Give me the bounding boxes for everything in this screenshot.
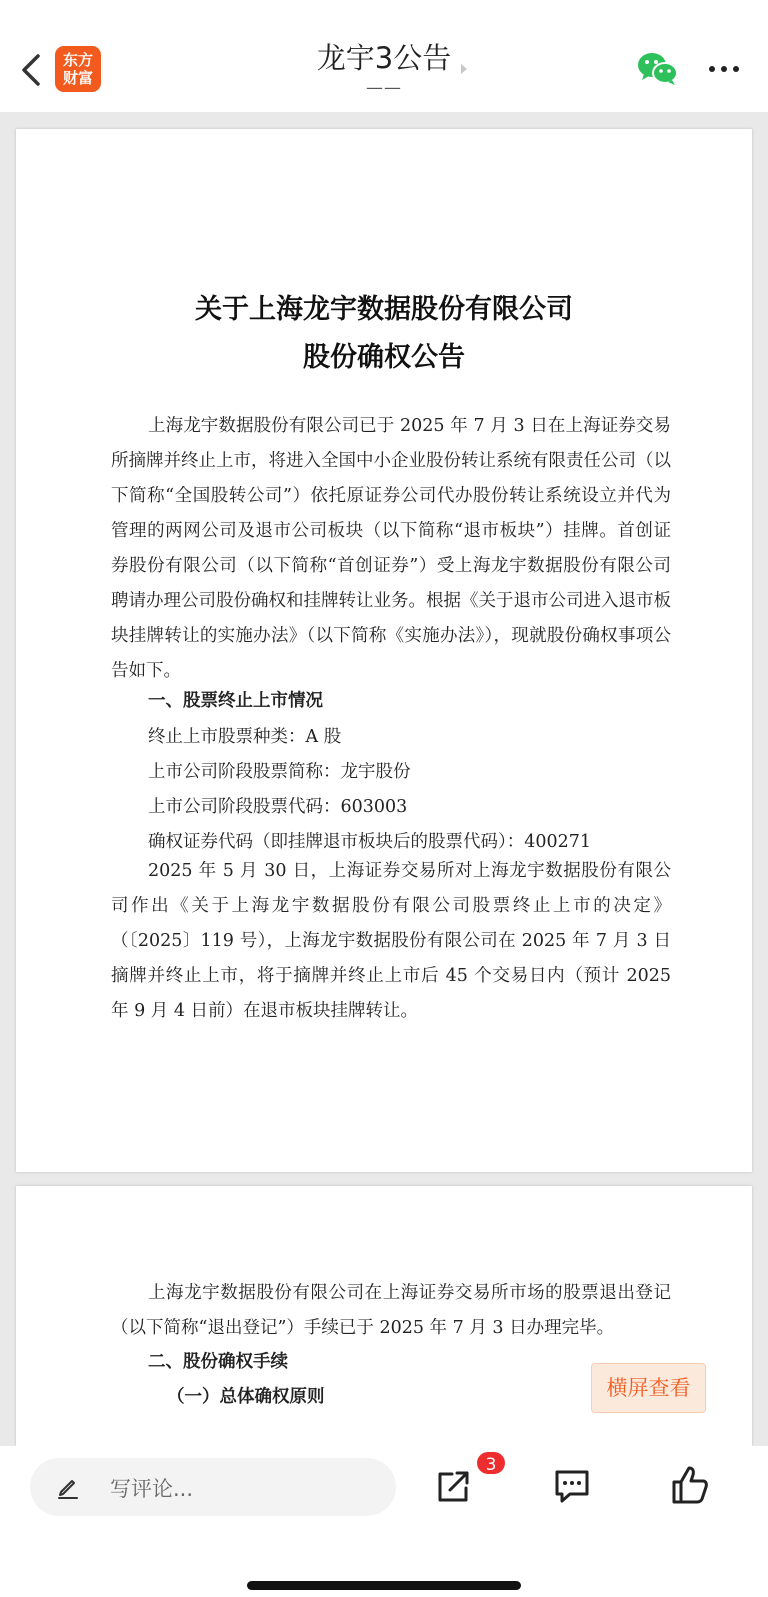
thumbs-up-icon[interactable]: [670, 1464, 710, 1506]
exit-registration-paragraph: 上海龙宇数据股份有限公司在上海证券交易所市场的股票退出登记（以下简称“退出登记”）手续已于 2025 年 7 月 3 日办理完毕。: [111, 1283, 671, 1338]
share-count-badge: 3: [475, 1450, 507, 1476]
section1-heading: 一、股票终止上市情况: [148, 691, 323, 711]
pen-icon: [56, 1475, 80, 1499]
document-title-line1: 关于上海龙宇数据股份有限公司: [195, 294, 573, 325]
intro-paragraph: 上海龙宇数据股份有限公司已于 2025 年 7 月 3 日在上海证券交易所摘牌并终止上市，将进入全国中小企业股份转让系统有限责任公司（以下简称“全国股转公司”）依托原证券公司代办股份转让系统设立并代为管理的两网公司及退市公司板块（以下简称“退市板块”）挂牌。首创证券股份有限公司（以下简称“首创证券”）受上海龙宇数据股份有限公司聘请办理公司股份确权和挂牌转让业务。根据《关于退市公司进入退市板块挂牌转让的实施办法》（以下简称《实施办法》），现就股份确权事项公告如下。: [111, 416, 671, 681]
top-nav-bar: [0, 0, 768, 112]
caret-right-icon: [459, 62, 469, 76]
share-icon[interactable]: [434, 1468, 472, 1506]
section2-subheading: （一）总体确权原则: [167, 1387, 325, 1407]
comments-icon[interactable]: [552, 1466, 592, 1506]
page-subtitle: ——: [366, 78, 402, 98]
home-indicator: [247, 1581, 521, 1590]
delisting-paragraph: 2025 年 5 月 30 日，上海证券交易所对上海龙宇数据股份有限公司作出《关于上海龙宇数据股份有限公司股票终止上市的决定》（〔2025〕119 号），上海龙宇数据股份有限公司在 2025 年 7 月 3 日摘牌并终止上市，将于摘牌并终止上市后 45 个交易日内（预计 2025 年 9 月 4 日前）在退市板块挂牌转让。: [111, 861, 671, 1021]
landscape-view-button[interactable]: 横屏查看: [591, 1363, 706, 1413]
stock-type: 终止上市股票种类：A 股: [148, 727, 342, 747]
logo-text-line1: 东方: [62, 51, 93, 69]
comment-input[interactable]: [30, 1458, 396, 1516]
more-icon[interactable]: [706, 54, 742, 84]
stock-short-name: 上市公司阶段股票简称：龙宇股份: [148, 762, 411, 782]
document-page-1: [16, 129, 752, 1172]
confirm-code: 确权证券代码（即挂牌退市板块后的股票代码）：400271: [148, 832, 592, 852]
page-title: 龙宇3公告: [316, 41, 452, 75]
document-title-line2: 股份确权公告: [303, 342, 465, 373]
bottom-action-bar: [0, 1446, 768, 1597]
wechat-icon[interactable]: [636, 50, 680, 88]
logo-text-line2: 财富: [62, 69, 93, 87]
stock-code: 上市公司阶段股票代码：603003: [148, 797, 408, 817]
section2-heading: 二、股份确权手续: [148, 1352, 288, 1372]
comment-placeholder: 写评论...: [110, 1477, 194, 1501]
